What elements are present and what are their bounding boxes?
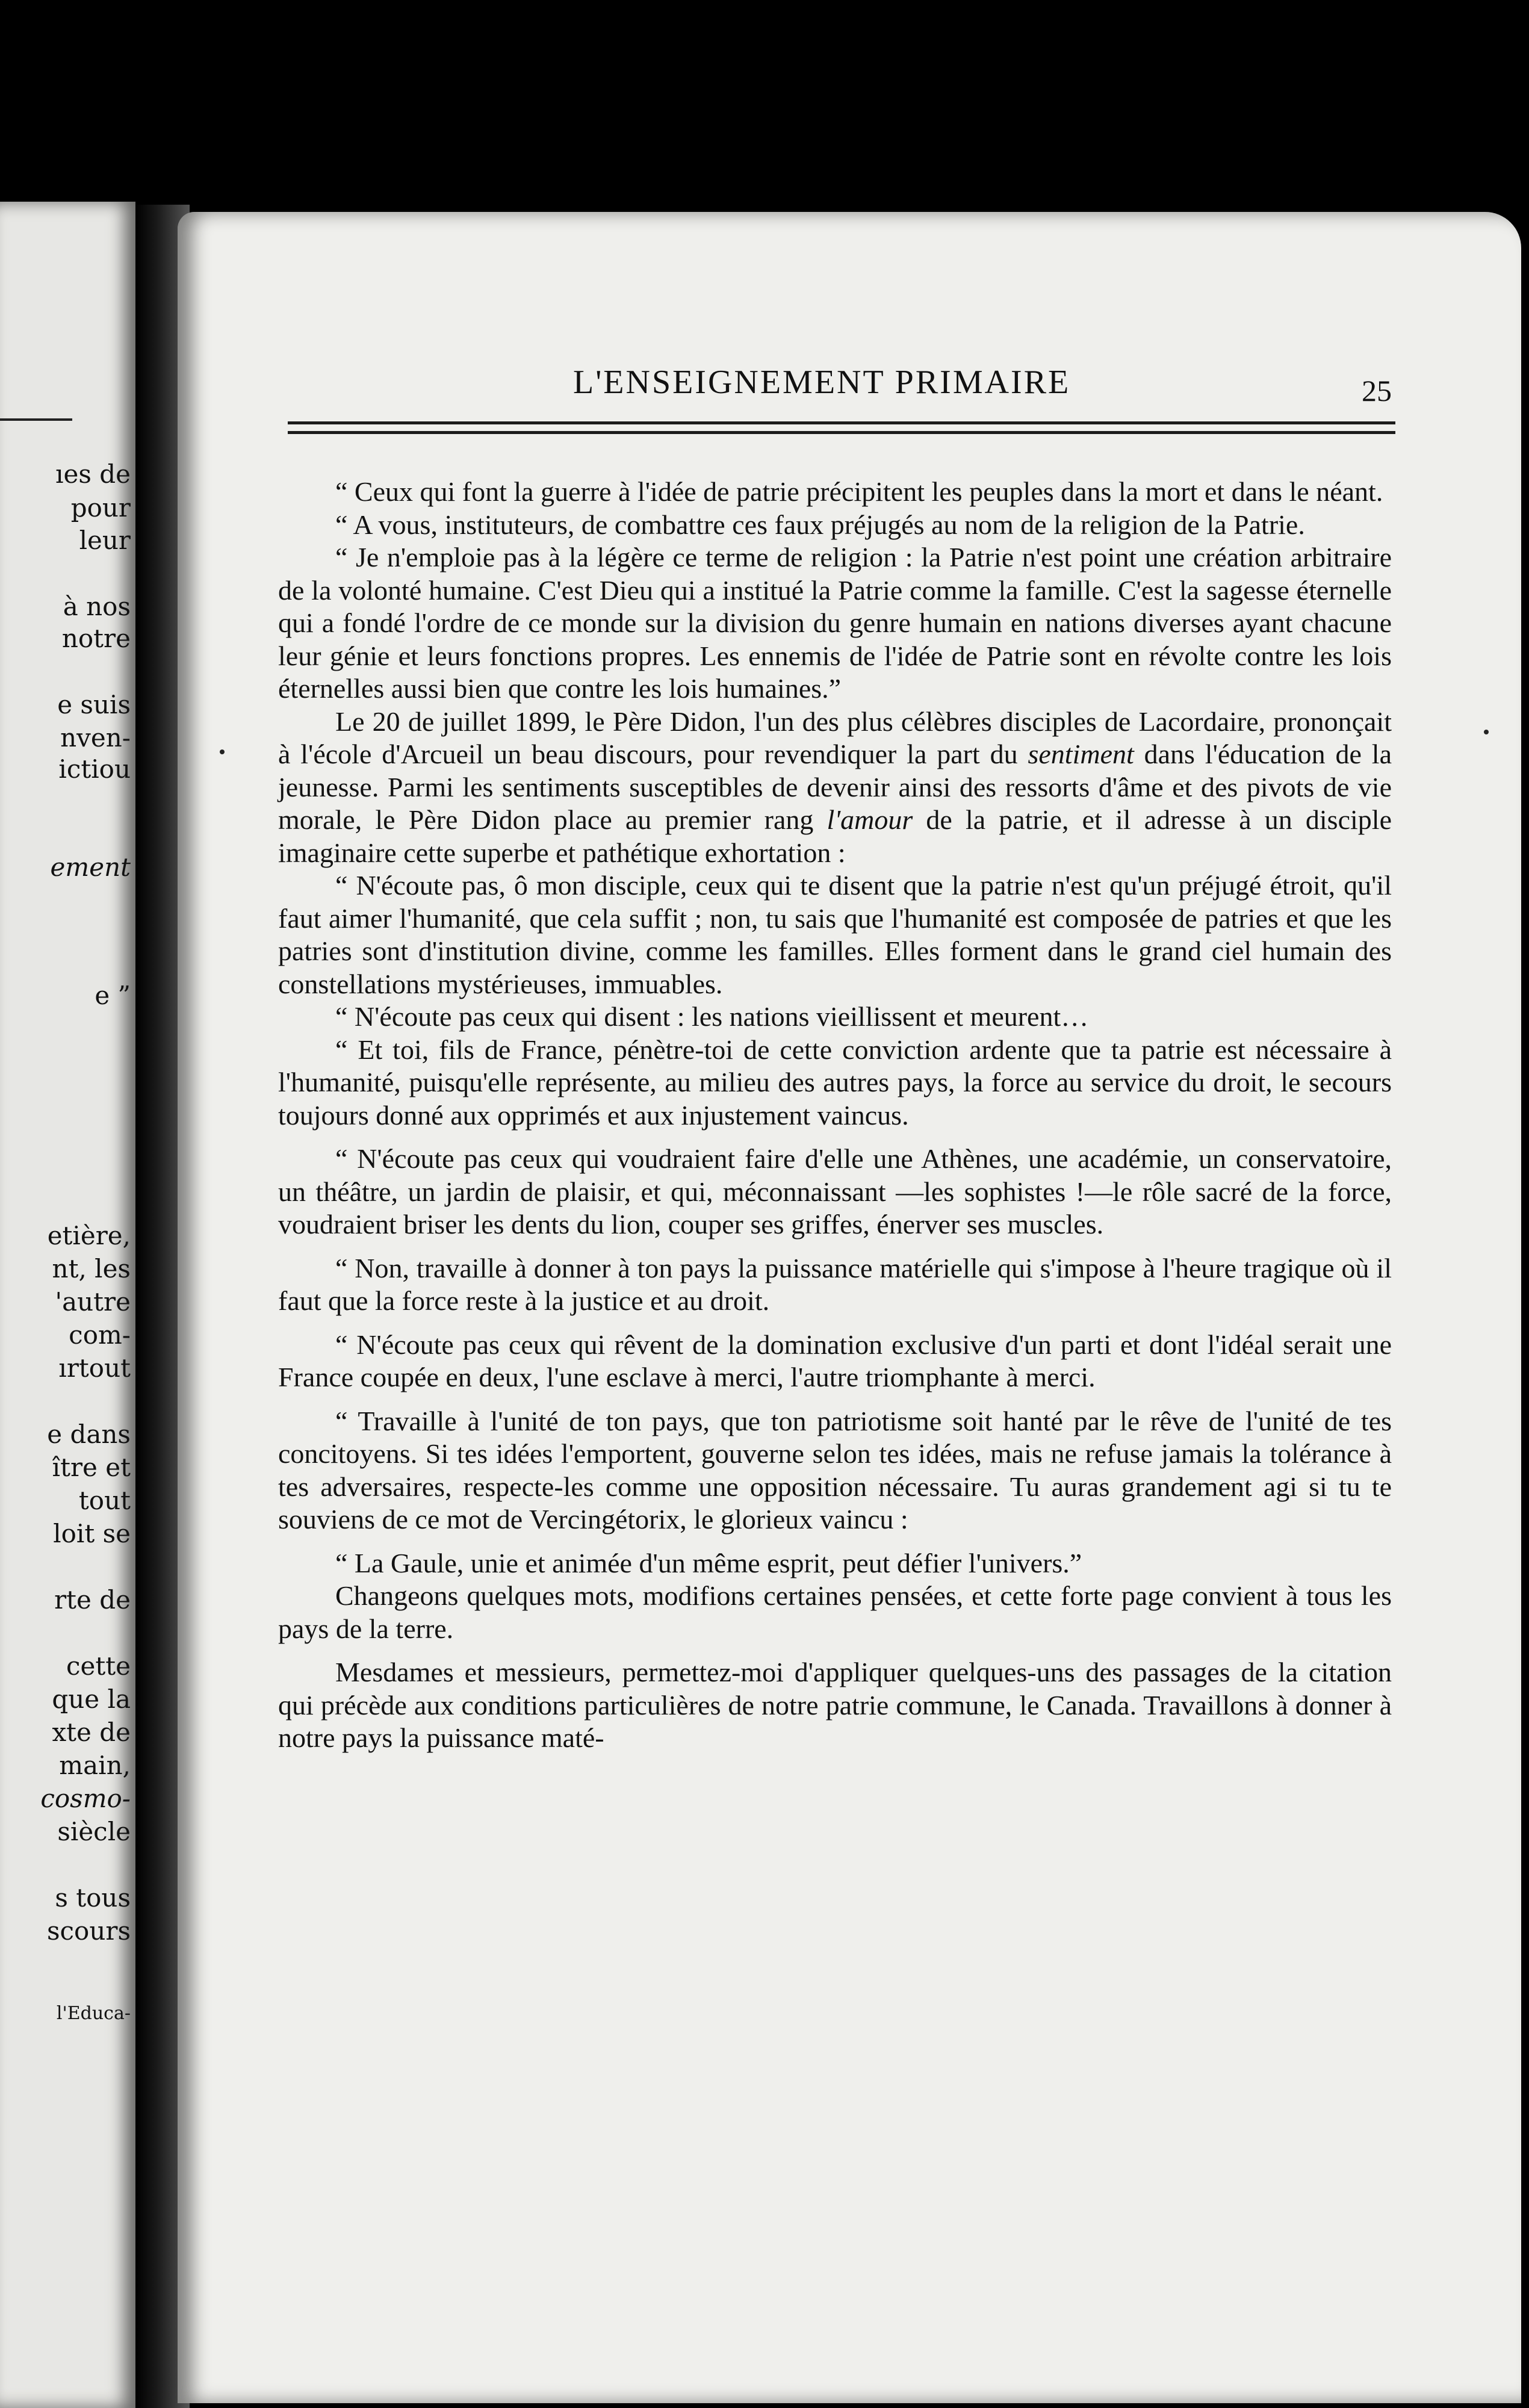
- text-run: de la patrie, et il adresse à un disciple imaginaire cette superbe et pathétique exhortation :: [278, 804, 1392, 868]
- left-line-fragment: main,: [59, 1751, 131, 1780]
- left-line-fragment: rte de: [54, 1585, 131, 1615]
- left-page: [0, 202, 135, 2408]
- header-rule-top: [288, 421, 1395, 424]
- paragraph: “ Ceux qui font la guerre à l'idée de patrie précipitent les peuples dans la mort et dans le néant.: [335, 476, 1383, 507]
- paragraph: Mesdames et messieurs, permettez-moi d'appliquer quelques-uns des passages de la citation qui précède aux conditions particulières de notre patrie commune, le Canada. Travaillons à donner à notre pays la puissance maté-: [278, 1657, 1392, 1753]
- left-page-rule: [0, 418, 72, 421]
- paragraph: “ Non, travaille à donner à ton pays la puissance matérielle qui s'impose à l'heure tragique où il faut que la force reste à la justice et au droit.: [278, 1252, 1392, 1316]
- paragraph: “ Je n'emploie pas à la légère ce terme de religion : la Patrie n'est point une création arbitraire de la volonté humaine. C'est Dieu qui a institué la Patrie comme la famille. C'est la sagesse éternelle qui a fondé l'ordre de ce monde sur la division du genre humain en nations diverses ayant chacune leur génie et leurs fonctions propres. Les ennemis de l'idée de Patrie sont en révolte contre les lois éternelles aussi bien que contre les lois humaines.”: [278, 542, 1392, 704]
- left-line-fragment: ement: [50, 852, 131, 882]
- emphasis: sentiment: [1028, 739, 1134, 769]
- left-line-fragment: ictiou: [58, 754, 131, 784]
- left-line-fragment: nt, les: [52, 1254, 131, 1283]
- left-line-fragment: xte de: [52, 1718, 131, 1747]
- left-line-fragment: ırtout: [58, 1353, 131, 1383]
- text-run: Le 20 de juillet 1899, le Père Didon, l'un des plus célèbres disciples de Lacordaire, prononçait à l'école d'Arcueil un beau discours, pour revendiquer la part du: [278, 706, 1392, 769]
- paragraph: “ N'écoute pas, ô mon disciple, ceux qui te disent que la patrie n'est qu'un préjugé étroit, qu'il faut aimer l'humanité, que cela suffit ; non, tu sais que l'humanité est composée de patries et que les patries sont d'institution divine, comme les familles. Elles forment dans le grand ciel humain des constellations mystérieuses, immuables.: [278, 870, 1392, 999]
- left-line-fragment: l'Educa-: [56, 2003, 131, 2024]
- left-line-fragment: s tous: [55, 1883, 131, 1913]
- left-line-fragment: etière,: [47, 1221, 131, 1250]
- left-line-fragment: ître et: [52, 1453, 131, 1482]
- left-line-fragment: cosmo-: [40, 1784, 131, 1813]
- paragraph: “ A vous, instituteurs, de combattre ces faux préjugés au nom de la religion de la Patrie.: [335, 509, 1305, 540]
- page-number: 25: [1362, 374, 1392, 408]
- left-line-fragment: à nos: [63, 592, 131, 621]
- left-line-fragment: siècle: [57, 1817, 131, 1846]
- left-line-fragment: 'autre: [55, 1287, 131, 1317]
- header-rule-bottom: [288, 431, 1395, 434]
- left-line-fragment: que la: [52, 1684, 131, 1714]
- paragraph: “ N'écoute pas ceux qui disent : les nations vieillissent et meurent…: [335, 1001, 1089, 1032]
- left-line-fragment: notre: [61, 624, 131, 653]
- left-line-fragment: loit se: [53, 1519, 131, 1548]
- paragraph: “ Et toi, fils de France, pénètre-toi de cette conviction ardente que ta patrie est nécessaire à l'humanité, puisqu'elle représente, au milieu des autres pays, la force au service du droit, le secours toujours donné aux opprimés et aux injustement vaincus.: [278, 1034, 1392, 1131]
- left-line-fragment: com-: [69, 1320, 131, 1350]
- paragraph: “ N'écoute pas ceux qui voudraient faire d'elle une Athènes, une académie, un conservatoire, un théâtre, un jardin de plaisir, et qui, méconnaissant —les sophistes !—le rôle sacré de la force, voudraient briser les dents du lion, couper ses griffes, énerver ses muscles.: [278, 1143, 1392, 1240]
- paragraph: “ Travaille à l'unité de ton pays, que ton patriotisme soit hanté par le rêve de l'unité de tes concitoyens. Si tes idées l'emportent, gouverne selon tes idées, mais ne refuse jamais la tolérance à tes adversaires, respecte-les comme une opposition nécessaire. Tu auras grandement agi si tu te souviens de ce mot de Vercingétorix, le glorieux vaincu :: [278, 1405, 1392, 1534]
- text-run: dans l'éducation de la jeunesse. Parmi les sentiments susceptibles de devenir ainsi des ressorts d'âme et des pivots de vie morale, le Père Didon place au premier rang: [278, 739, 1392, 835]
- left-line-fragment: nven-: [60, 723, 131, 752]
- left-line-fragment: cette: [66, 1651, 131, 1681]
- page-speck: [220, 749, 225, 754]
- body-text: [278, 476, 1392, 1755]
- left-line-fragment: ıes de: [55, 459, 131, 489]
- left-line-fragment: e ”: [95, 981, 131, 1010]
- left-line-fragment: tout: [78, 1486, 131, 1515]
- left-line-fragment: scours: [46, 1916, 131, 1946]
- left-line-fragment: pour: [70, 493, 131, 523]
- emphasis: l'amour: [827, 804, 913, 835]
- left-line-fragment: leur: [79, 526, 131, 555]
- left-line-fragment: e suis: [57, 690, 131, 719]
- left-line-fragment: e dans: [47, 1420, 131, 1449]
- paragraph: “ N'écoute pas ceux qui rêvent de la domination exclusive d'un parti et dont l'idéal serait une France coupée en deux, l'une esclave à merci, l'autre triomphante à merci.: [278, 1329, 1392, 1392]
- paragraph: [278, 706, 1392, 870]
- page-speck: [1484, 730, 1489, 734]
- paragraph: “ La Gaule, unie et animée d'un même esprit, peut défier l'univers.”: [335, 1547, 1082, 1578]
- running-head: L'ENSEIGNEMENT PRIMAIRE: [573, 364, 1071, 401]
- paragraph: Changeons quelques mots, modifions certaines pensées, et cette forte page convient à tous les pays de la terre.: [278, 1580, 1392, 1644]
